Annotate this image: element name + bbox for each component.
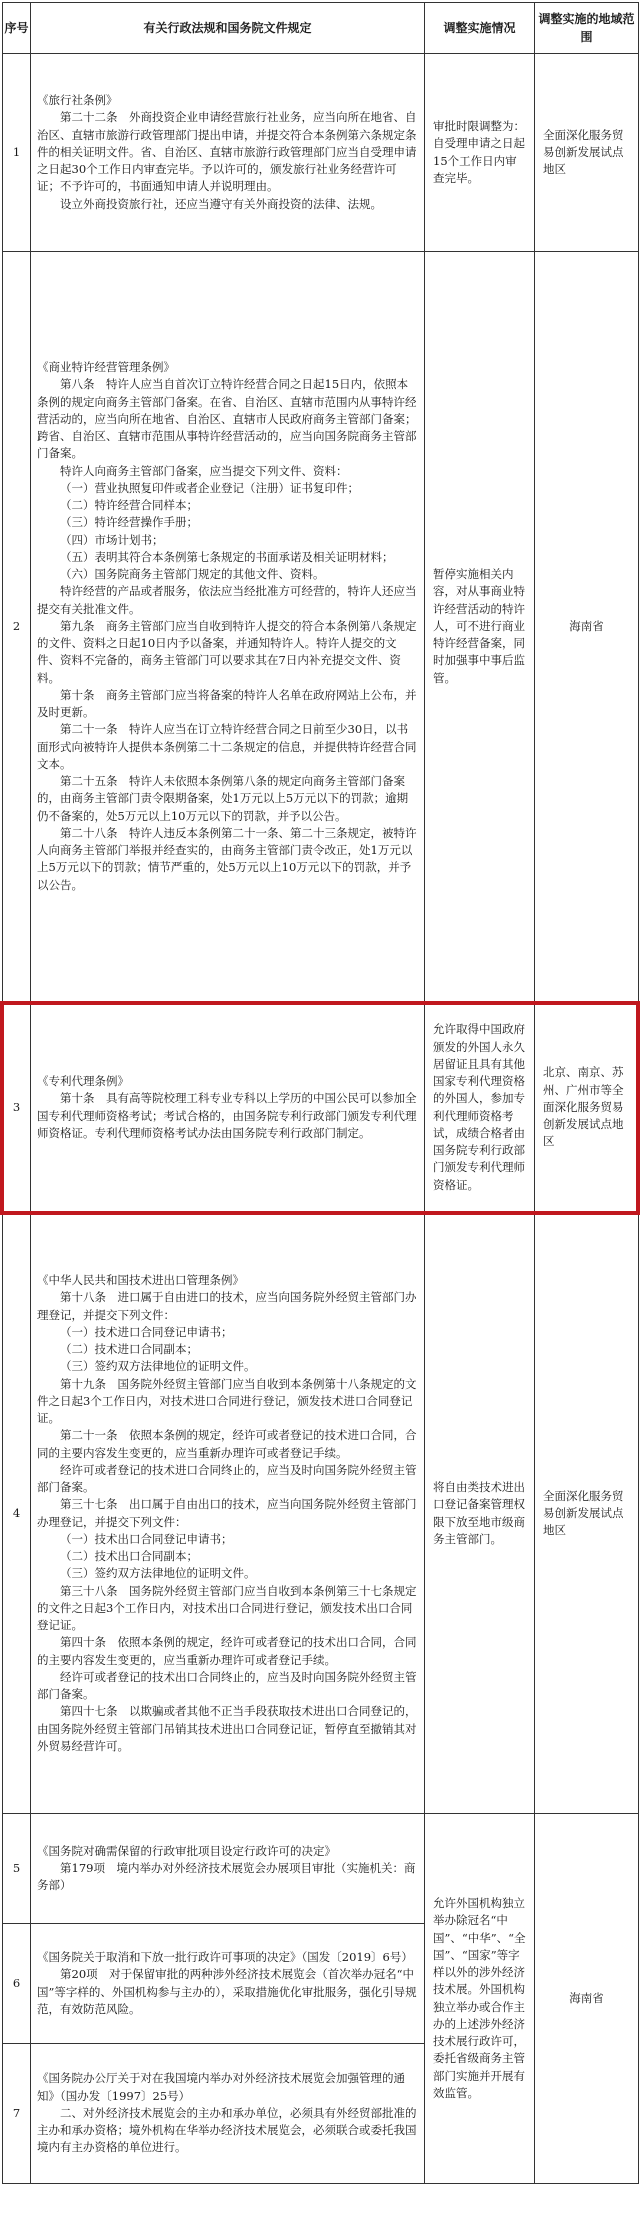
law-paragraph: 经许可或者登记的技术进口合同终止的，应当及时向国务院外经贸主管部门备案。 xyxy=(37,1462,417,1494)
area-text: 全面深化服务贸易创新发展试点地区 xyxy=(535,1214,639,1814)
law-paragraph: 第四十七条 以欺骗或者其他不正当手段获取技术进出口合同登记的，由国务院外经贸主管部门吊销其技术进出口合同登记证，暂停直至撤销其对外贸易经营许可。 xyxy=(37,1704,417,1753)
law-paragraph: 特许人向商务主管部门备案，应当提交下列文件、资料： xyxy=(60,463,348,478)
law-title: 《旅行社条例》 xyxy=(37,93,118,108)
law-paragraph: 第十条 具有高等院校理工科专业专科以上学历的中国公民可以参加全国专利代理师资格考试；考试合格的，由国务院专利行政部门颁发专利代理师资格证。专利代理师资格考试办法由国务院专利行政部门制定。 xyxy=(37,1091,417,1140)
law-title: 《国务院关于取消和下放一批行政许可事项的决定》（国发〔2019〕6号） xyxy=(37,1950,413,1964)
law-text xyxy=(31,2044,425,2184)
law-paragraph: 第二十一条 特许人应当在订立特许经营合同之日前至少30日，以书面形式向被特许人提供本条例第二十二条规定的信息，并提供特许经营合同文本。 xyxy=(37,722,417,771)
header-law: 有关行政法规和国务院文件规定 xyxy=(31,3,425,54)
row-num: 3 xyxy=(3,1002,31,1214)
law-text xyxy=(31,1924,425,2044)
table-row xyxy=(3,54,639,252)
adjustment-text: 暂停实施相关内容，对从事商业特许经营活动的特许人，可不进行商业特许经营备案，同时加强事中事后监管。 xyxy=(425,252,535,1002)
law-paragraph: 第二十一条 依照本条例的规定，经许可或者登记的技术进口合同，合同的主要内容发生变更的，应当重新办理许可或者登记手续。 xyxy=(37,1428,417,1460)
law-paragraph: （三）特许经营操作手册； xyxy=(60,515,198,530)
row-num: 7 xyxy=(3,2044,31,2184)
adjustment-text: 将自由类技术进出口登记备案管理权限下放至地市级商务主管部门。 xyxy=(425,1214,535,1814)
law-text xyxy=(31,252,425,1002)
adjustment-text: 审批时限调整为：自受理申请之日起15个工作日内审查完毕。 xyxy=(425,54,535,252)
table-header xyxy=(3,3,639,54)
law-title: 《中华人民共和国技术进出口管理条例》 xyxy=(37,1273,244,1287)
law-paragraph: 第四十条 依照本条例的规定，经许可或者登记的技术出口合同，合同的主要内容发生变更的，应当重新办理许可或者登记手续。 xyxy=(37,1635,417,1667)
table-row xyxy=(3,1814,639,1924)
law-title: 《商业特许经营管理条例》 xyxy=(37,360,175,375)
law-paragraph: 设立外商投资旅行社，还应当遵守有关外商投资的法律、法规。 xyxy=(60,196,382,211)
area-text: 海南省 xyxy=(535,252,639,1002)
law-paragraph: 第三十七条 出口属于自由出口的技术，应当向国务院外经贸主管部门办理登记，并提交下列文件： xyxy=(37,1497,417,1529)
law-paragraph: 第二十五条 特许人未依照本条例第八条的规定向商务主管部门备案的，由商务主管部门责令限期备案，处1万元以上5万元以下的罚款；逾期仍不备案的，处5万元以上10万元以下的罚款，并予以公告。 xyxy=(37,774,409,823)
law-title: 《国务院办公厅关于对在我国境内举办对外经济技术展览会加强管理的通知》（国办发〔1997〕25号） xyxy=(37,2071,405,2103)
regulation-table xyxy=(2,2,639,2184)
law-paragraph: （一）技术进口合同登记申请书； xyxy=(60,1324,233,1339)
law-text xyxy=(31,1214,425,1814)
law-paragraph: 第二十二条 外商投资企业申请经营旅行社业务，应当向所在地省、自治区、直辖市旅游行政管理部门提出申请，并提交符合本条例第六条规定条件的相关证明文件。省、自治区、直辖市旅游行政管理部门应当自受理申请之日起30个工作日内审查完毕。予以许可的，颁发旅行社业务经营许可证；不予许可的，书面通知申请人并说明理由。 xyxy=(37,110,417,194)
adjustment-text: 允许取得中国政府颁发的外国人永久居留证且具有其他国家专利代理资格的外国人，参加专利代理师资格考试，成绩合格者由国务院专利行政部门颁发专利代理师资格证。 xyxy=(425,1002,535,1214)
adjustment-text: 允许外国机构独立举办除冠名“中国”、“中华”、“全国”、“国家”等字样以外的涉外经济技术展。外国机构独立举办或合作主办的上述涉外经济技术展行政许可，委托省级商务主管部门实施并开展有效监管。 xyxy=(425,1814,535,2184)
law-paragraph: 第179项 境内举办对外经济技术展览会办展项目审批（实施机关：商务部） xyxy=(37,1860,416,1893)
law-paragraph: 第三十八条 国务院外经贸主管部门应当自收到本条例第三十七条规定的文件之日起3个工作日内，对技术出口合同进行登记，颁发技术出口合同登记证。 xyxy=(37,1583,417,1632)
law-text xyxy=(31,1814,425,1924)
table-row xyxy=(3,252,639,1002)
law-paragraph: （五）表明其符合本条例第七条规定的书面承诺及相关证明材料； xyxy=(60,549,394,564)
law-paragraph: 第十八条 进口属于自由进口的技术，应当向国务院外经贸主管部门办理登记，并提交下列文件： xyxy=(37,1290,417,1322)
law-paragraph: 第20项 对于保留审批的两种涉外经济技术展览会（首次举办冠名“中国”等字样的、外国机构参与主办的），采取措施优化审批服务，强化引导规范，有效防范风险。 xyxy=(37,1967,417,2016)
law-paragraph: （二）特许经营合同样本； xyxy=(60,498,198,513)
header-num: 序号 xyxy=(3,3,31,54)
law-paragraph: 第十条 商务主管部门应当将备案的特许人名单在政府网站上公布，并及时更新。 xyxy=(37,687,417,720)
area-text: 全面深化服务贸易创新发展试点地区 xyxy=(535,54,639,252)
law-title: 《国务院对确需保留的行政审批项目设定行政许可的决定》 xyxy=(37,1843,336,1858)
law-paragraph: 第十九条 国务院外经贸主管部门应当自收到本条例第十八条规定的文件之日起3个工作日内，对技术进口合同进行登记，颁发技术进口合同登记证。 xyxy=(37,1376,417,1425)
law-paragraph: 二、对外经济技术展览会的主办和承办单位，必须具有外经贸部批准的主办和承办资格；境外机构在华举办经济技术展览会，必须联合或委托我国境内有主办资格的单位进行。 xyxy=(37,2105,417,2155)
law-paragraph: （二）技术出口合同副本； xyxy=(60,1549,198,1563)
row-num: 6 xyxy=(3,1924,31,2044)
law-paragraph: 第二十八条 特许人违反本条例第二十一条、第二十三条规定，被特许人向商务主管部门举报并经查实的，由商务主管部门责令改正，处1万元以上5万元以下的罚款；情节严重的，处5万元以上10万元以下的罚款，并予以公告。 xyxy=(37,825,417,892)
area-text: 海南省 xyxy=(535,1814,639,2184)
law-paragraph: （三）签约双方法律地位的证明文件。 xyxy=(60,1566,256,1581)
law-paragraph: 经许可或者登记的技术出口合同终止的，应当及时向国务院外经贸主管部门备案。 xyxy=(37,1669,417,1701)
law-paragraph: （二）技术进口合同副本； xyxy=(60,1342,198,1356)
header-adjust: 调整实施情况 xyxy=(425,3,535,54)
law-paragraph: 第九条 商务主管部门应当自收到特许人提交的符合本条例第八条规定的文件、资料之日起10日内予以备案，并通知特许人。特许人提交的文件、资料不完备的，商务主管部门可以要求其在7日内补充提交文件、资料。 xyxy=(37,618,417,685)
row-num: 2 xyxy=(3,252,31,1002)
law-title: 《专利代理条例》 xyxy=(37,1074,129,1088)
header-area: 调整实施的地域范围 xyxy=(535,3,639,54)
law-paragraph: （六）国务院商务主管部门规定的其他文件、资料。 xyxy=(60,567,325,582)
row-num: 1 xyxy=(3,54,31,252)
law-text xyxy=(31,1002,425,1214)
law-paragraph: 特许经营的产品或者服务，依法应当经批准方可经营的，特许人还应当提交有关批准文件。 xyxy=(37,584,417,616)
area-text: 北京、南京、苏州、广州市等全面深化服务贸易创新发展试点地区 xyxy=(535,1002,639,1214)
table-row xyxy=(3,1002,639,1214)
law-paragraph: 第八条 特许人应当自首次订立特许经营合同之日起15日内，依照本条例的规定向商务主管部门备案。在省、自治区、直辖市范围内从事特许经营活动的，应当向所在地省、自治区、直辖市人民政府商务主管部门备案；跨省、自治区、直辖市范围从事特许经营活动的，应当向国务院商务主管部门备案。 xyxy=(37,377,417,461)
law-paragraph: （四）市场计划书； xyxy=(60,532,164,547)
law-paragraph: （三）签约双方法律地位的证明文件。 xyxy=(60,1359,256,1374)
row-num: 5 xyxy=(3,1814,31,1924)
law-text xyxy=(31,54,425,252)
law-paragraph: （一）营业执照复印件或者企业登记（注册）证书复印件； xyxy=(60,480,359,495)
law-paragraph: （一）技术出口合同登记申请书； xyxy=(60,1531,233,1546)
row-num: 4 xyxy=(3,1214,31,1814)
table-row xyxy=(3,1214,639,1814)
